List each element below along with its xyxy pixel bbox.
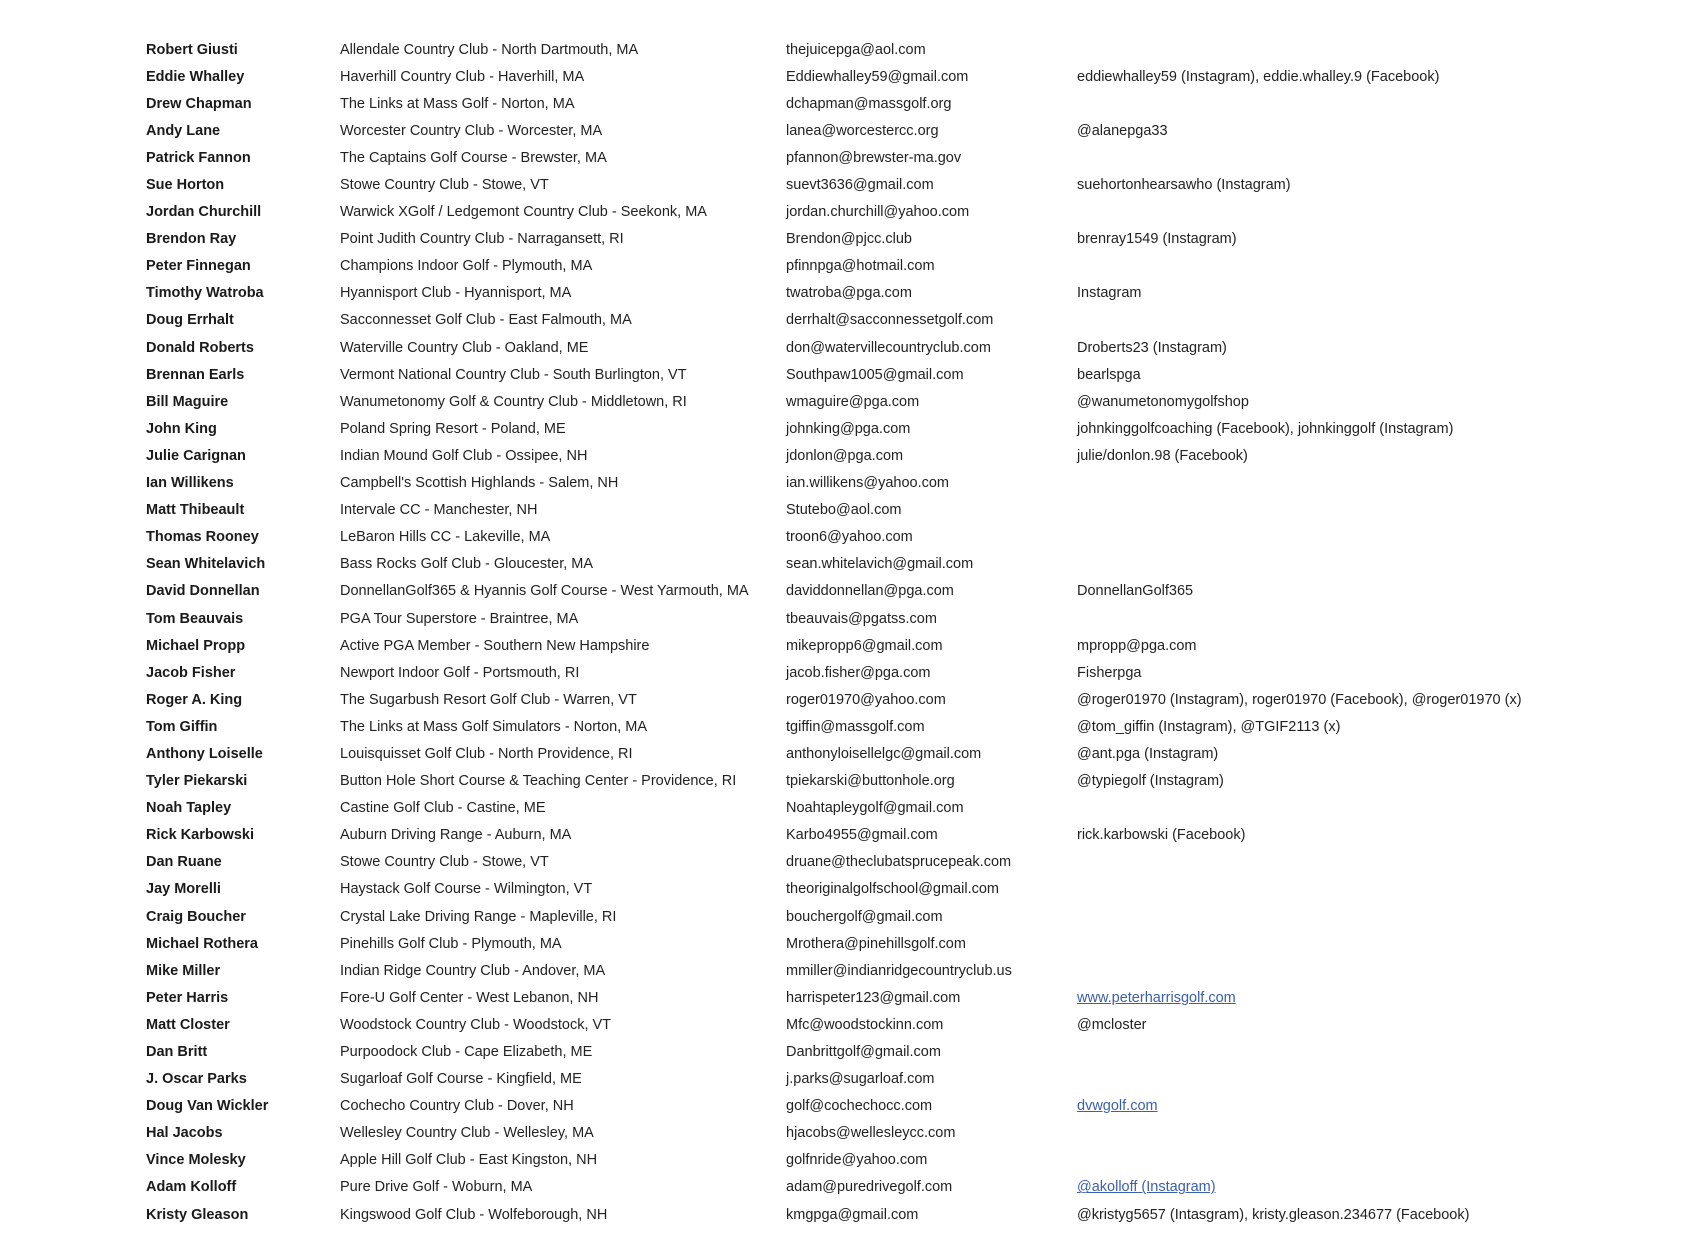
table-row [146,551,1616,578]
table-row [146,1011,1616,1038]
member-name: J. Oscar Parks [146,1071,247,1088]
social-handles: @ant.pga (Instagram) [1077,745,1219,762]
member-name: Adam Kolloff [146,1179,237,1196]
table-row [146,957,1616,984]
social-handles: @roger01970 (Instagram), roger01970 (Facebook), @roger01970 (x) [1077,691,1522,708]
social-handles: suehortonhearsawho (Instagram) [1077,177,1291,194]
email-address: pfannon@brewster-ma.gov [786,149,962,166]
member-name: Ian Willikens [146,475,234,492]
table-row [146,713,1616,740]
member-name: Michael Propp [146,637,246,654]
table-row [146,768,1616,795]
member-name: Kristy Gleason [146,1206,249,1223]
member-name: Hal Jacobs [146,1125,223,1142]
email-address: suevt3636@gmail.com [786,177,934,194]
club-location: Worcester Country Club - Worcester, MA [340,122,603,139]
email-address: Danbrittgolf@gmail.com [786,1044,941,1061]
club-location: Bass Rocks Golf Club - Gloucester, MA [340,556,594,573]
club-location: Indian Ridge Country Club - Andover, MA [340,962,606,979]
email-address: daviddonnellan@pga.com [786,583,954,600]
table-row [146,63,1616,90]
table-row [146,334,1616,361]
email-address: tgiffin@massgolf.com [786,718,925,735]
email-address: tbeauvais@pgatss.com [786,610,937,627]
email-address: anthonyloisellelgc@gmail.com [786,745,982,762]
member-name: Dan Ruane [146,854,222,871]
social-handles: bearlspga [1077,366,1141,383]
club-location: Pure Drive Golf - Woburn, MA [340,1179,533,1196]
email-address: golf@cochechocc.com [786,1098,933,1115]
club-location: Castine Golf Club - Castine, ME [340,800,546,817]
email-address: Mrothera@pinehillsgolf.com [786,935,966,952]
email-address: sean.whitelavich@gmail.com [786,556,974,573]
table-row [146,226,1616,253]
email-address: tpiekarski@buttonhole.org [786,773,955,790]
club-location: Sugarloaf Golf Course - Kingfield, ME [340,1071,582,1088]
member-name: Peter Harris [146,989,229,1006]
member-name: Jacob Fisher [146,664,236,681]
club-location: Warwick XGolf / Ledgemont Country Club - Seekonk, MA [340,204,707,221]
table-row [146,90,1616,117]
table-row [146,1201,1616,1228]
member-name: Tom Beauvais [146,610,244,627]
table-row [146,524,1616,551]
contact-directory-table [146,36,1616,1228]
club-location: Woodstock Country Club - Woodstock, VT [340,1016,612,1033]
email-address: roger01970@yahoo.com [786,691,946,708]
member-name: Timothy Watroba [146,285,264,302]
email-address: thejuicepga@aol.com [786,41,926,58]
social-handles: rick.karbowski (Facebook) [1077,827,1246,844]
email-address: harrispeter123@gmail.com [786,989,961,1006]
club-location: Kingswood Golf Club - Wolfeborough, NH [340,1206,608,1223]
table-row [146,442,1616,469]
email-address: mmiller@indianridgecountryclub.us [786,962,1012,979]
email-address: jdonlon@pga.com [786,447,904,464]
club-location: Haystack Golf Course - Wilmington, VT [340,881,593,898]
email-address: hjacobs@wellesleycc.com [786,1125,956,1142]
table-row [146,578,1616,605]
member-name: Matt Thibeault [146,502,245,519]
member-name: Michael Rothera [146,935,258,952]
member-name: Doug Errhalt [146,312,234,329]
email-address: Noahtapleygolf@gmail.com [786,800,964,817]
club-location: Active PGA Member - Southern New Hampshire [340,637,650,654]
club-location: Newport Indoor Golf - Portsmouth, RI [340,664,580,681]
social-handles: @typiegolf (Instagram) [1077,773,1224,790]
club-location: Vermont National Country Club - South Burlington, VT [340,366,687,383]
table-row [146,1174,1616,1201]
social-link[interactable]: dvwgolf.com [1077,1098,1158,1115]
club-location: The Sugarbush Resort Golf Club - Warren, VT [340,691,637,708]
table-row [146,497,1616,524]
email-address: kmgpga@gmail.com [786,1206,919,1223]
club-location: Wanumetonomy Golf & Country Club - Middletown, RI [340,393,687,410]
club-location: Cochecho Country Club - Dover, NH [340,1098,574,1115]
member-name: Dan Britt [146,1044,208,1061]
social-handles: eddiewhalley59 (Instagram), eddie.whalley.9 (Facebook) [1077,68,1440,85]
table-row [146,740,1616,767]
member-name: David Donnellan [146,583,260,600]
club-location: Sacconnesset Golf Club - East Falmouth, MA [340,312,632,329]
social-handles: Fisherpga [1077,664,1142,681]
member-name: Anthony Loiselle [146,745,263,762]
email-address: Brendon@pjcc.club [786,231,912,248]
email-address: wmaguire@pga.com [786,393,920,410]
club-location: Apple Hill Golf Club - East Kingston, NH [340,1152,598,1169]
table-row [146,199,1616,226]
club-location: Waterville Country Club - Oakland, ME [340,339,589,356]
table-row [146,632,1616,659]
table-row [146,117,1616,144]
member-name: John King [146,420,217,437]
club-location: Hyannisport Club - Hyannisport, MA [340,285,572,302]
club-location: Poland Spring Resort - Poland, ME [340,420,566,437]
table-row [146,171,1616,198]
club-location: Button Hole Short Course & Teaching Center - Providence, RI [340,773,737,790]
email-address: lanea@worcestercc.org [786,122,939,139]
email-address: ian.willikens@yahoo.com [786,475,950,492]
club-location: Campbell's Scottish Highlands - Salem, NH [340,475,619,492]
table-row [146,144,1616,171]
member-name: Brendon Ray [146,231,237,248]
member-name: Sean Whitelavich [146,556,266,573]
social-handles: Instagram [1077,285,1142,302]
table-row [146,1147,1616,1174]
table-row [146,849,1616,876]
social-handles: DonnellanGolf365 [1077,583,1194,600]
social-handles: @wanumetonomygolfshop [1077,393,1249,410]
member-name: Matt Closter [146,1016,230,1033]
club-location: DonnellanGolf365 & Hyannis Golf Course - West Yarmouth, MA [340,583,749,600]
social-handles: mpropp@pga.com [1077,637,1197,654]
email-address: Mfc@woodstockinn.com [786,1016,944,1033]
email-address: druane@theclubatsprucepeak.com [786,854,1012,871]
social-handles: julie/donlon.98 (Facebook) [1077,447,1248,464]
club-location: Haverhill Country Club - Haverhill, MA [340,68,585,85]
club-location: PGA Tour Superstore - Braintree, MA [340,610,579,627]
member-name: Robert Giusti [146,41,238,58]
member-name: Julie Carignan [146,447,246,464]
club-location: Stowe Country Club - Stowe, VT [340,854,549,871]
table-row [146,686,1616,713]
member-name: Brennan Earls [146,366,245,383]
club-location: The Links at Mass Golf - Norton, MA [340,95,575,112]
email-address: don@watervillecountryclub.com [786,339,991,356]
member-name: Drew Chapman [146,95,252,112]
member-name: Mike Miller [146,962,221,979]
email-address: jordan.churchill@yahoo.com [786,204,970,221]
email-address: j.parks@sugarloaf.com [786,1071,935,1088]
member-name: Thomas Rooney [146,529,259,546]
table-row [146,1038,1616,1065]
table-row [146,253,1616,280]
email-address: twatroba@pga.com [786,285,912,302]
email-address: jacob.fisher@pga.com [786,664,931,681]
club-location: Allendale Country Club - North Dartmouth, MA [340,41,639,58]
email-address: Karbo4955@gmail.com [786,827,938,844]
member-name: Jordan Churchill [146,204,262,221]
member-name: Tom Giffin [146,718,218,735]
member-name: Noah Tapley [146,800,232,817]
table-row [146,605,1616,632]
table-row [146,903,1616,930]
table-row [146,307,1616,334]
table-row [146,795,1616,822]
table-row [146,388,1616,415]
club-location: Fore-U Golf Center - West Lebanon, NH [340,989,599,1006]
social-handles: brenray1549 (Instagram) [1077,231,1237,248]
member-name: Bill Maguire [146,393,229,410]
social-handles: johnkinggolfcoaching (Facebook), johnkinggolf (Instagram) [1077,420,1454,437]
member-name: Roger A. King [146,691,243,708]
member-name: Donald Roberts [146,339,254,356]
table-row [146,1120,1616,1147]
email-address: Stutebo@aol.com [786,502,902,519]
email-address: mikepropp6@gmail.com [786,637,943,654]
social-handles: @tom_giffin (Instagram), @TGIF2113 (x) [1077,718,1341,735]
social-handles: @kristyg5657 (Intasgram), kristy.gleason.234677 (Facebook) [1077,1206,1470,1223]
member-name: Eddie Whalley [146,68,245,85]
club-location: Intervale CC - Manchester, NH [340,502,538,519]
table-row [146,876,1616,903]
table-row [146,36,1616,63]
club-location: Champions Indoor Golf - Plymouth, MA [340,258,593,275]
member-name: Doug Van Wickler [146,1098,269,1115]
member-name: Jay Morelli [146,881,221,898]
club-location: Crystal Lake Driving Range - Mapleville, RI [340,908,617,925]
club-location: Auburn Driving Range - Auburn, MA [340,827,572,844]
member-name: Tyler Piekarski [146,773,248,790]
club-location: Point Judith Country Club - Narragansett, RI [340,231,624,248]
email-address: johnking@pga.com [786,420,911,437]
club-location: Pinehills Golf Club - Plymouth, MA [340,935,562,952]
club-location: The Captains Golf Course - Brewster, MA [340,149,607,166]
email-address: theoriginalgolfschool@gmail.com [786,881,999,898]
email-address: troon6@yahoo.com [786,529,913,546]
table-row [146,361,1616,388]
social-handles: Droberts23 (Instagram) [1077,339,1227,356]
email-address: derrhalt@sacconnessetgolf.com [786,312,994,329]
member-name: Sue Horton [146,177,225,194]
table-row [146,1093,1616,1120]
club-location: Louisquisset Golf Club - North Providence, RI [340,745,633,762]
email-address: dchapman@massgolf.org [786,95,952,112]
table-row [146,822,1616,849]
club-location: Wellesley Country Club - Wellesley, MA [340,1125,594,1142]
social-handles: @mcloster [1077,1016,1147,1033]
club-location: The Links at Mass Golf Simulators - Norton, MA [340,718,648,735]
member-name: Craig Boucher [146,908,246,925]
table-row [146,415,1616,442]
member-name: Patrick Fannon [146,149,251,166]
member-name: Peter Finnegan [146,258,251,275]
table-row [146,659,1616,686]
email-address: Southpaw1005@gmail.com [786,366,964,383]
club-location: Purpoodock Club - Cape Elizabeth, ME [340,1044,593,1061]
club-location: LeBaron Hills CC - Lakeville, MA [340,529,551,546]
member-name: Rick Karbowski [146,827,254,844]
email-address: pfinnpga@hotmail.com [786,258,935,275]
member-name: Vince Molesky [146,1152,246,1169]
table-row [146,280,1616,307]
club-location: Stowe Country Club - Stowe, VT [340,177,549,194]
club-location: Indian Mound Golf Club - Ossipee, NH [340,447,588,464]
table-row [146,1066,1616,1093]
email-address: golfnride@yahoo.com [786,1152,928,1169]
social-link[interactable]: www.peterharrisgolf.com [1077,989,1236,1006]
table-row [146,470,1616,497]
social-link[interactable]: @akolloff (Instagram) [1077,1179,1216,1196]
member-name: Andy Lane [146,122,221,139]
social-handles: @alanepga33 [1077,122,1168,139]
table-row [146,930,1616,957]
email-address: adam@puredrivegolf.com [786,1179,953,1196]
email-address: Eddiewhalley59@gmail.com [786,68,969,85]
email-address: bouchergolf@gmail.com [786,908,943,925]
table-row [146,984,1616,1011]
